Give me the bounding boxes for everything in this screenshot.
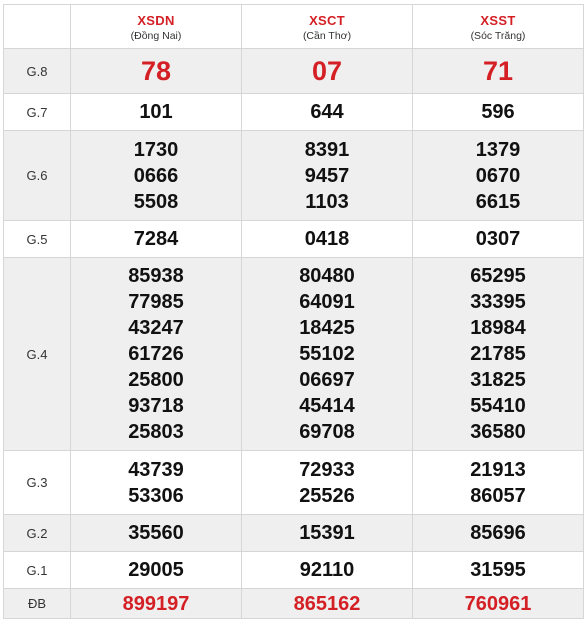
prize-cell (413, 221, 584, 258)
result-number: 101 (139, 101, 173, 123)
prize-cell (413, 94, 584, 131)
prize-row-g1 (4, 552, 584, 589)
result-number: 25800 (128, 369, 184, 391)
result-number: 35560 (128, 522, 184, 544)
result-number: 78 (140, 56, 172, 86)
prize-cell (71, 94, 242, 131)
result-number: 61726 (128, 343, 184, 365)
result-number: 6615 (475, 190, 521, 213)
result-number: 15391 (299, 522, 355, 544)
province-header-row (4, 5, 584, 49)
result-number: 93718 (128, 395, 184, 417)
prize-row-g4 (4, 258, 584, 451)
prize-cell (242, 131, 413, 221)
prize-cell (71, 221, 242, 258)
lottery-results-table (3, 4, 584, 619)
result-number: 55102 (299, 343, 355, 365)
province-code[interactable]: XSDN (137, 12, 175, 28)
prize-row-g7 (4, 94, 584, 131)
result-number: 31825 (470, 369, 526, 391)
prize-label: G.4 (4, 258, 71, 451)
result-number: 69708 (299, 421, 355, 443)
result-number: 760961 (464, 592, 532, 615)
result-number: 865162 (293, 592, 361, 615)
result-number: 85938 (128, 265, 184, 287)
prize-cell (413, 451, 584, 515)
prize-rows (4, 49, 584, 619)
prize-cell (242, 589, 413, 619)
prize-cell (242, 552, 413, 589)
prize-label: G.1 (4, 552, 71, 589)
result-number: 18984 (470, 317, 526, 339)
result-number: 85696 (470, 522, 526, 544)
result-number: 596 (481, 101, 515, 123)
result-number: 07 (311, 56, 343, 86)
result-number: 43247 (128, 317, 184, 339)
prize-cell (242, 515, 413, 552)
result-number: 65295 (470, 265, 526, 287)
header-corner-cell (4, 5, 71, 49)
result-number: 71 (482, 56, 514, 86)
result-number: 86057 (470, 484, 526, 507)
result-number: 36580 (470, 421, 526, 443)
result-number: 1379 (475, 138, 521, 161)
prize-label: G.6 (4, 131, 71, 221)
result-number: 7284 (133, 228, 179, 250)
prize-row-g8 (4, 49, 584, 94)
result-number: 18425 (299, 317, 355, 339)
prize-cell (242, 258, 413, 451)
prize-cell (71, 515, 242, 552)
province-code[interactable]: XSST (480, 12, 516, 28)
prize-row-g5 (4, 221, 584, 258)
province-header-xsct (242, 5, 413, 49)
result-number: 21913 (470, 458, 526, 481)
prize-cell (413, 515, 584, 552)
result-number: 899197 (122, 592, 190, 615)
result-number: 644 (310, 101, 344, 123)
result-number: 55410 (470, 395, 526, 417)
prize-label: G.3 (4, 451, 71, 515)
result-number: 21785 (470, 343, 526, 365)
result-number: 64091 (299, 291, 355, 313)
prize-row-g3 (4, 451, 584, 515)
province-code[interactable]: XSCT (309, 12, 345, 28)
result-number: 33395 (470, 291, 526, 313)
province-name: (Sóc Trăng) (470, 29, 526, 42)
prize-cell (71, 552, 242, 589)
result-number: 72933 (299, 458, 355, 481)
prize-row-g2 (4, 515, 584, 552)
prize-cell (71, 49, 242, 94)
result-number: 0666 (133, 164, 179, 187)
result-number: 0307 (475, 228, 521, 250)
result-number: 43739 (128, 458, 184, 481)
result-number: 53306 (128, 484, 184, 507)
prize-cell (71, 258, 242, 451)
result-number: 25803 (128, 421, 184, 443)
prize-row-g6 (4, 131, 584, 221)
province-name: (Cần Thơ) (302, 29, 352, 42)
prize-cell (242, 451, 413, 515)
prize-cell (242, 94, 413, 131)
result-number: 29005 (128, 559, 184, 581)
prize-cell (413, 49, 584, 94)
prize-label: G.8 (4, 49, 71, 94)
result-number: 25526 (299, 484, 355, 507)
result-number: 45414 (299, 395, 355, 417)
prize-cell (413, 552, 584, 589)
prize-label: G.2 (4, 515, 71, 552)
result-number: 80480 (299, 265, 355, 287)
prize-label: G.7 (4, 94, 71, 131)
result-number: 77985 (128, 291, 184, 313)
prize-cell (242, 221, 413, 258)
result-number: 0670 (475, 164, 521, 187)
prize-cell (413, 258, 584, 451)
prize-label: ĐB (4, 589, 71, 619)
result-number: 5508 (133, 190, 179, 213)
prize-row-db (4, 589, 584, 619)
result-number: 0418 (304, 228, 350, 250)
prize-cell (413, 131, 584, 221)
prize-cell (71, 589, 242, 619)
result-number: 31595 (470, 559, 526, 581)
result-number: 1730 (133, 138, 179, 161)
result-number: 06697 (299, 369, 355, 391)
result-number: 92110 (299, 559, 355, 581)
result-number: 9457 (304, 164, 350, 187)
prize-label: G.5 (4, 221, 71, 258)
prize-cell (242, 49, 413, 94)
province-header-xsst (413, 5, 584, 49)
result-number: 1103 (305, 190, 349, 213)
province-name: (Đồng Nai) (130, 29, 182, 42)
prize-cell (413, 589, 584, 619)
province-header-xsdn (71, 5, 242, 49)
result-number: 8391 (304, 138, 350, 161)
prize-cell (71, 451, 242, 515)
prize-cell (71, 131, 242, 221)
